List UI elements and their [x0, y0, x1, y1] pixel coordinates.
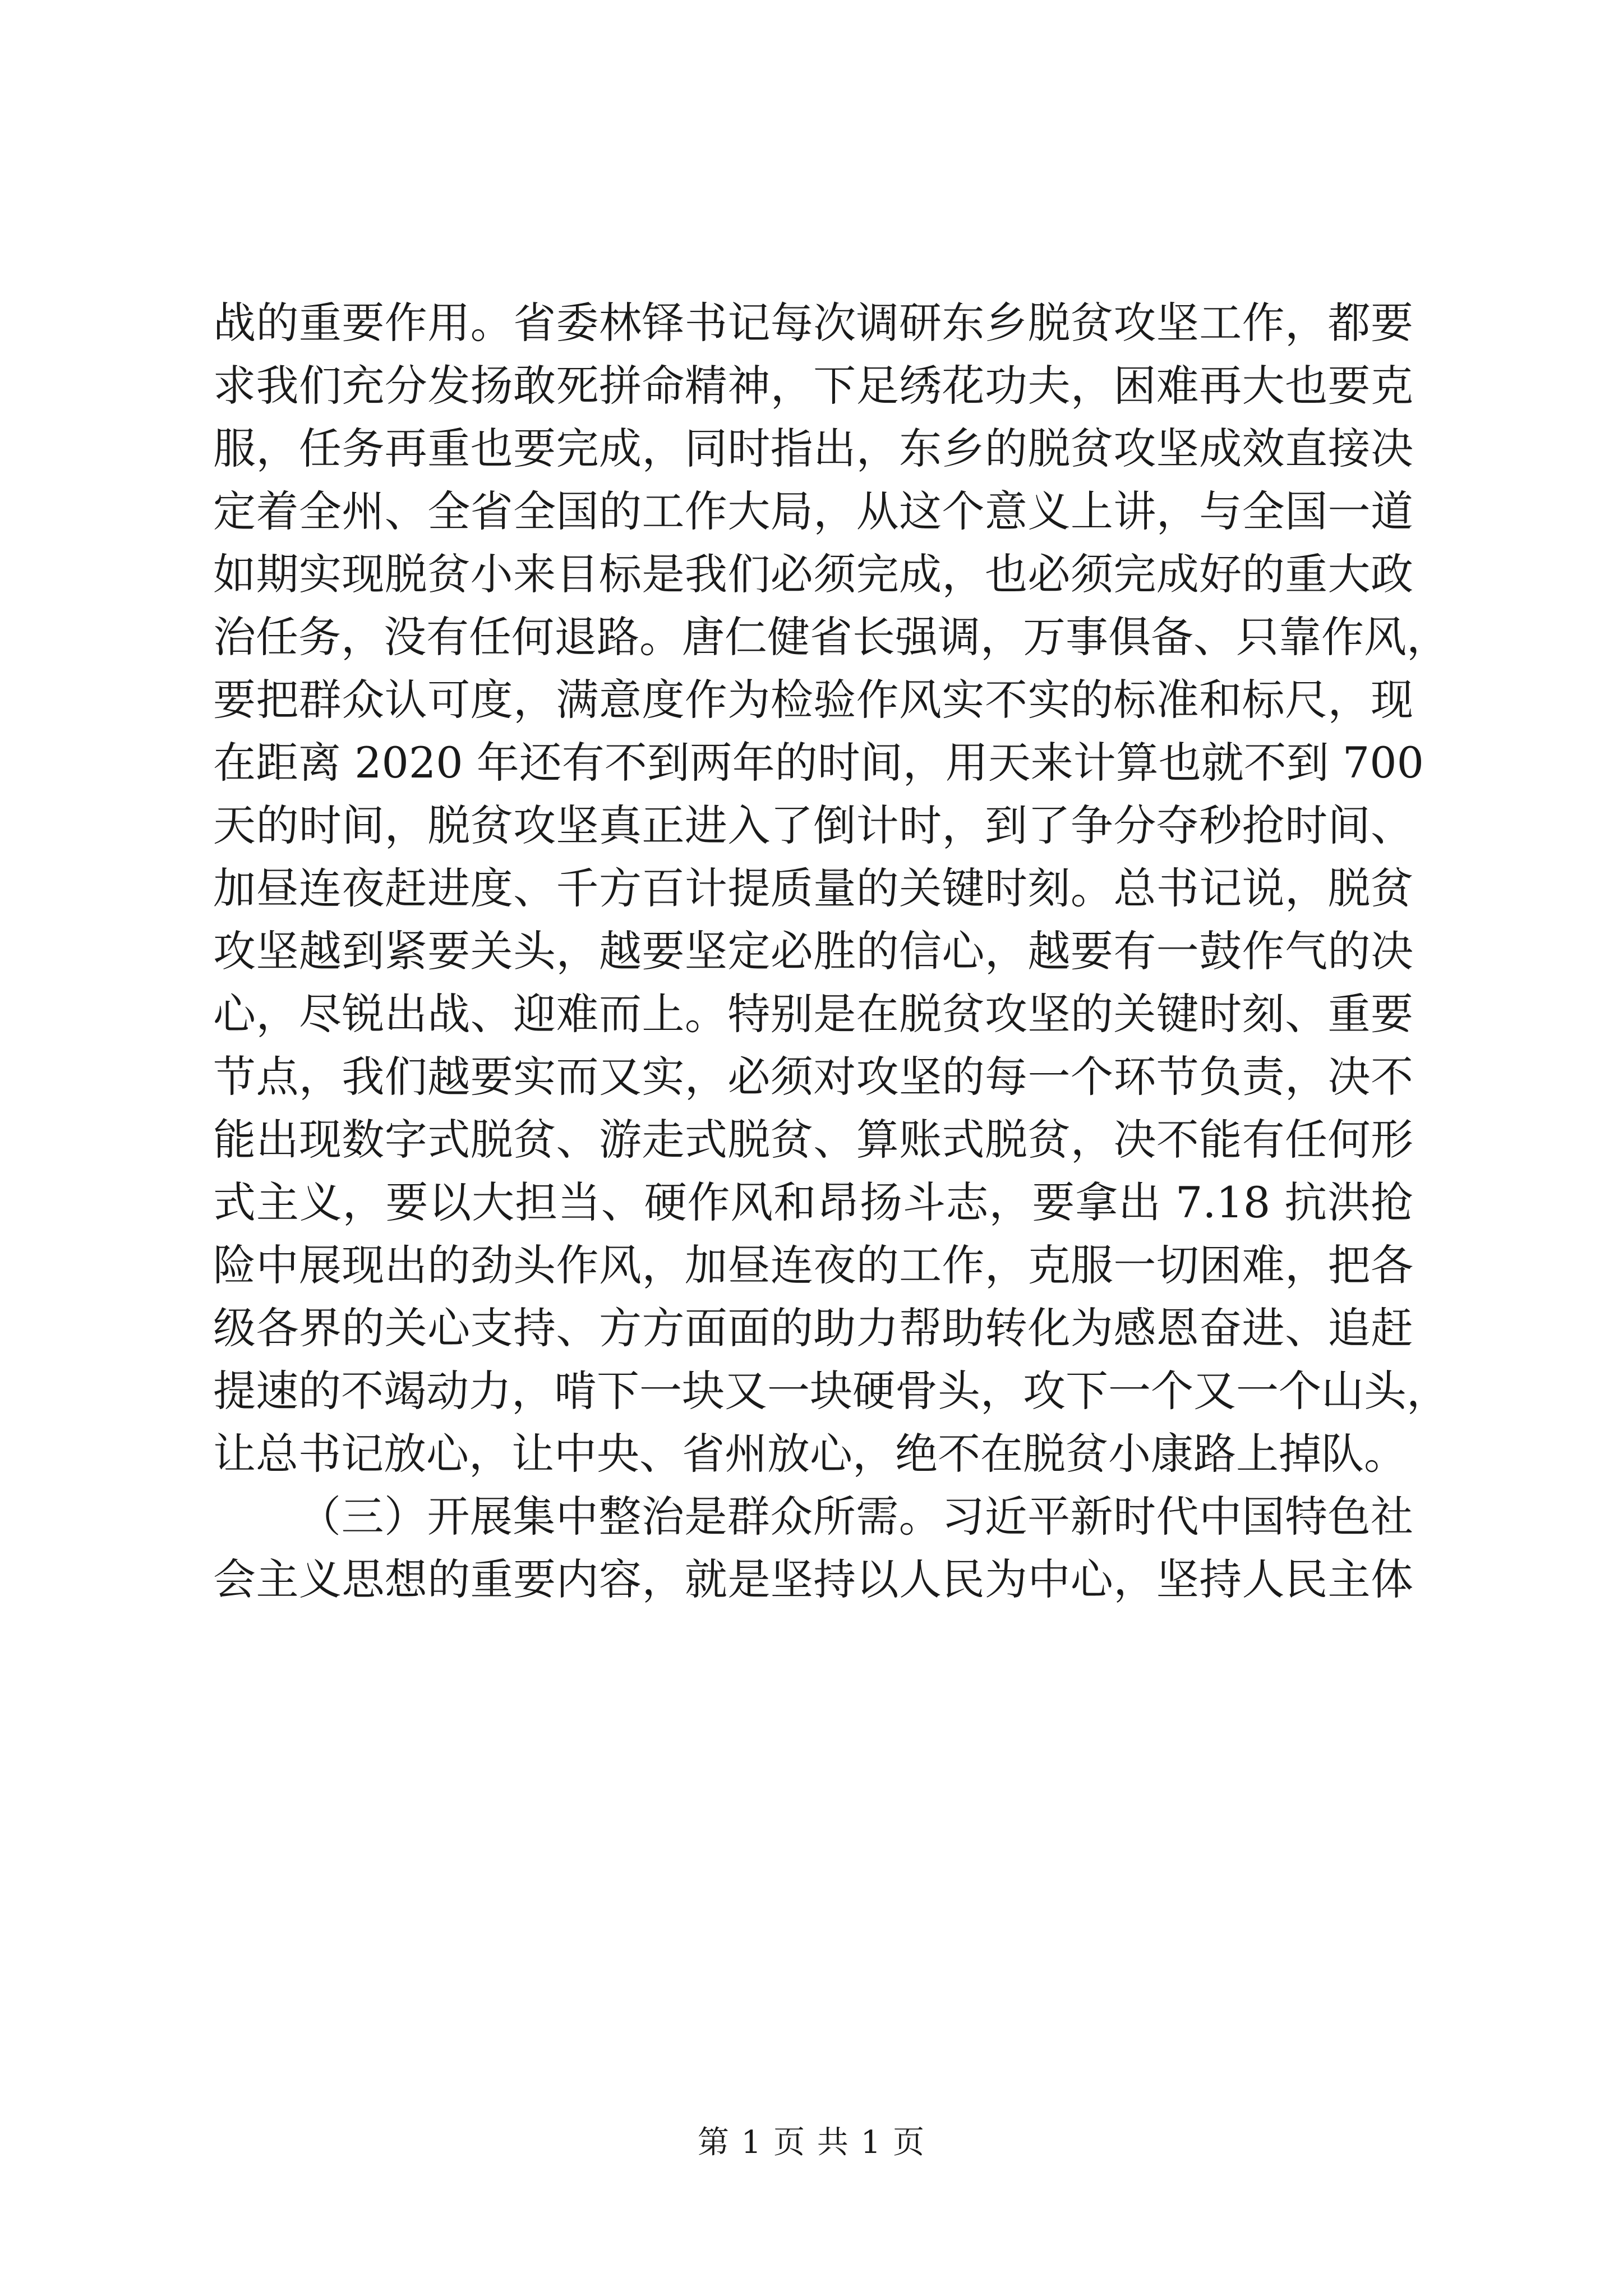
text-line: 攻坚越到紧要关头，越要坚定必胜的信心，越要有一鼓作气的决: [213, 926, 1413, 976]
text-line: 加昼连夜赶进度、千方百计提质量的关键时刻。总书记说，脱贫: [213, 863, 1413, 913]
text-line: 如期实现脱贫小来目标是我们必须完成，也必须完成好的重大政: [213, 549, 1413, 599]
text-line: 提速的不竭动力，啃下一块又一块硬骨头，攻下一个又一个山头，: [213, 1366, 1449, 1416]
text-line: 会主义思想的重要内容，就是坚持以人民为中心，坚持人民主体: [213, 1554, 1413, 1604]
text-line: 险中展现出的劲头作风，加昼连夜的工作，克服一切困难，把各: [213, 1240, 1413, 1290]
text-line: 定着全州、全省全国的工作大局，从这个意义上讲，与全国一道: [213, 486, 1413, 536]
text-line: 要把群众认可度，满意度作为检验作风实不实的标准和标尺，现: [213, 675, 1413, 725]
page-number-footer: 第 1 页 共 1 页: [697, 2124, 926, 2161]
text-line: 节点，我们越要实而又实，必须对攻坚的每一个环节负责，决不: [213, 1052, 1413, 1102]
text-line: 式主义，要以大担当、硬作风和昂扬斗志，要拿出 7.18 抗洪抢: [213, 1177, 1413, 1227]
text-line: 能出现数字式脱贫、游走式脱贫、算账式脱贫，决不能有任何形: [213, 1115, 1413, 1165]
text-line: 天的时间，脱贫攻坚真正进入了倒计时，到了争分夺秒抢时间、: [213, 800, 1413, 850]
text-line: 求我们充分发扬敢死拼命精神，下足绣花功夫，困难再大也要克: [213, 361, 1413, 411]
section-heading-line: （三）开展集中整治是群众所需。习近平新时代中国特色社: [298, 1492, 1413, 1542]
text-line: 级各界的关心支持、方方面面的助力帮助转化为感恩奋进、追赶: [213, 1303, 1413, 1353]
text-line: 服，任务再重也要完成，同时指出，东乡的脱贫攻坚成效直接决: [213, 424, 1413, 473]
text-line: 治任务，没有任何退路。唐仁健省长强调，万事俱备、只靠作风，: [213, 612, 1449, 662]
body-text: [213, 292, 1449, 1611]
text-line: 战的重要作用。省委林铎书记每次调研东乡脱贫攻坚工作，都要: [213, 298, 1413, 348]
paragraph-end-line: 让总书记放心，让中央、省州放心，绝不在脱贫小康路上掉队。: [213, 1429, 1407, 1479]
text-line: 心，尽锐出战、迎难而上。特别是在脱贫攻坚的关键时刻、重要: [213, 989, 1413, 1039]
text-line: 在距离 2020 年还有不到两年的时间，用天来计算也就不到 700: [213, 738, 1424, 788]
